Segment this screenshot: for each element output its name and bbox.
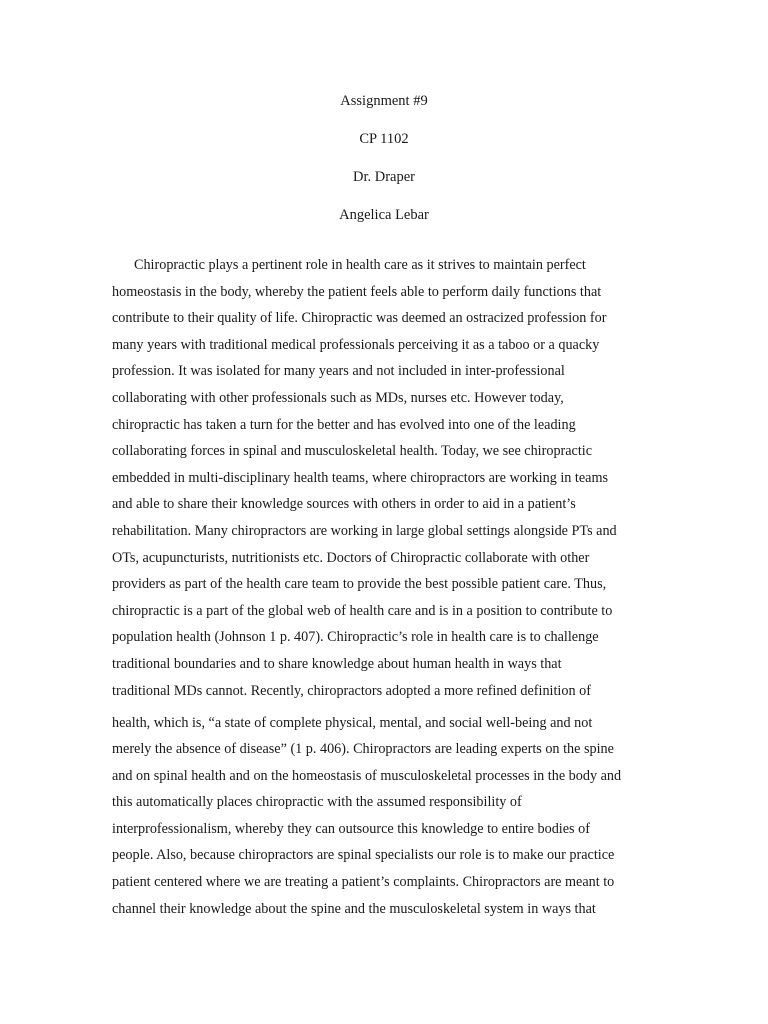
text-line: Chiropractic plays a pertinent role in health care as it strives to maintain perfect [134,257,586,273]
text-line: providers as part of the health care team to provide the best possible patient care. Thus, [112,576,607,593]
text-line: rehabilitation. Many chiropractors are working in large global settings alongside PTs and [112,522,617,539]
text-line: homeostasis in the body, whereby the patient feels able to perform daily functions that [112,283,602,300]
text-line: channel their knowledge about the spine and the musculoskeletal system in ways that [112,900,596,917]
text-line: chiropractic has taken a turn for the better and has evolved into one of the leading [112,416,576,433]
text-line: OTs, acupuncturists, nutritionists etc. Doctors of Chiropractic collaborate with other [112,549,590,566]
text-line: merely the absence of disease” (1 p. 406). Chiropractors are leading experts on the spine [112,741,614,758]
text-line: collaborating with other professionals such as MDs, nurses etc. However today, [112,389,564,406]
text-line: chiropractic is a part of the global web of health care and is in a position to contribute to [112,602,613,619]
text-line: collaborating forces in spinal and musculoskeletal health. Today, we see chiropractic [112,443,593,460]
text-line: contribute to their quality of life. Chiropractic was deemed an ostracized profession for [112,310,607,327]
text-line: and able to share their knowledge sources with others in order to aid in a patient’s [112,496,576,513]
author-name: Angelica Lebar [339,207,429,223]
essay-body [112,252,672,922]
assignment-title: Assignment #9 [340,93,428,109]
text-line: many years with traditional medical professionals perceiving it as a taboo or a quacky [112,336,600,353]
text-line: embedded in multi-disciplinary health teams, where chiropractors are working in teams [112,469,609,486]
text-line: population health (Johnson 1 p. 407). Chiropractic’s role in health care is to challenge [112,629,599,646]
document-header [0,92,768,244]
text-line: this automatically places chiropractic with the assumed responsibility of [112,794,522,811]
course-code: CP 1102 [359,131,409,147]
text-line: patient centered where we are treating a patient’s complaints. Chiropractors are meant to [112,874,615,891]
text-line: profession. It was isolated for many years and not included in inter-professional [112,363,565,380]
text-line: interprofessionalism, whereby they can outsource this knowledge to entire bodies of [112,820,590,837]
text-line: and on spinal health and on the homeostasis of musculoskeletal processes in the body and [112,767,622,784]
text-line: traditional MDs cannot. Recently, chiropractors adopted a more refined definition of [112,682,591,699]
text-line: health, which is, “a state of complete physical, mental, and social well-being and not [112,715,593,732]
text-line: traditional boundaries and to share knowledge about human health in ways that [112,655,562,672]
instructor-name: Dr. Draper [352,169,415,185]
text-line: people. Also, because chiropractors are spinal specialists our role is to make our practice [112,847,615,864]
